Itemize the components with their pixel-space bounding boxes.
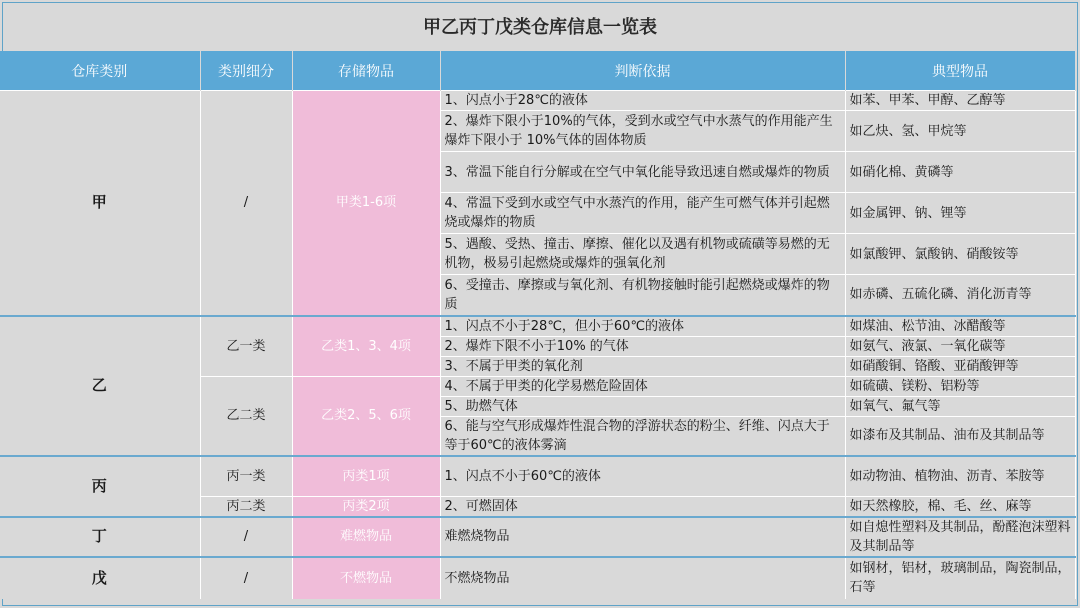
basis-cell: 4、常温下受到水或空气中水蒸汽的作用，能产生可燃气体并引起燃烧或爆炸的物质: [440, 193, 845, 234]
basis-cell: 难燃烧物品: [440, 517, 845, 557]
typical-cell: 如硝酸铜、铬酸、亚硝酸钾等: [845, 356, 1075, 376]
warehouse-table: [0, 51, 1076, 599]
typical-cell: 如氯酸钾、氯酸钠、硝酸铵等: [845, 234, 1075, 275]
header-storage: 存储物品: [292, 51, 440, 91]
basis-cell: 4、不属于甲类的化学易燃危险固体: [440, 376, 845, 396]
table-row: [0, 91, 1075, 111]
class-cell: 乙: [0, 316, 200, 457]
storage-cell: 难燃物品: [292, 517, 440, 557]
basis-cell: 2、可燃固体: [440, 496, 845, 517]
storage-cell: 不燃物品: [292, 557, 440, 599]
basis-cell: 6、受撞击、摩擦或与氧化剂、有机物接触时能引起燃烧或爆炸的物质: [440, 275, 845, 316]
basis-cell: 1、闪点小于28℃的液体: [440, 91, 845, 111]
typical-cell: 如赤磷、五硫化磷、消化沥青等: [845, 275, 1075, 316]
basis-cell: 2、爆炸下限小于10%的气体，受到水或空气中水蒸气的作用能产生爆炸下限小于 10%气体的固体物质: [440, 111, 845, 152]
subclass-cell: 乙二类: [200, 376, 292, 456]
basis-cell: 3、不属于甲类的氧化剂: [440, 356, 845, 376]
table-row: [0, 316, 1075, 337]
basis-cell: 1、闪点不小于60℃的液体: [440, 456, 845, 496]
table-title: 甲乙丙丁戊类仓库信息一览表: [3, 3, 1077, 53]
basis-cell: 5、助燃气体: [440, 396, 845, 416]
storage-cell: 乙类1、3、4项: [292, 316, 440, 377]
storage-cell: 乙类2、5、6项: [292, 376, 440, 456]
typical-cell: 如钢材，铝材，玻璃制品，陶瓷制品，石等: [845, 557, 1075, 599]
class-cell: 甲: [0, 91, 200, 316]
class-cell: 丁: [0, 517, 200, 557]
basis-cell: 1、闪点不小于28℃，但小于60℃的液体: [440, 316, 845, 337]
table-row: [0, 456, 1075, 496]
subclass-cell: /: [200, 517, 292, 557]
typical-cell: 如苯、甲苯、甲醇、乙醇等: [845, 91, 1075, 111]
table-row: [0, 557, 1075, 599]
typical-cell: 如漆布及其制品、油布及其制品等: [845, 416, 1075, 456]
typical-cell: 如氧气、氟气等: [845, 396, 1075, 416]
subclass-cell: /: [200, 557, 292, 599]
typical-cell: 如天然橡胶，棉、毛、丝、麻等: [845, 496, 1075, 517]
basis-cell: 6、能与空气形成爆炸性混合物的浮游状态的粉尘、纤维、闪点大于等于60℃的液体雾滴: [440, 416, 845, 456]
basis-cell: 5、遇酸、受热、撞击、摩擦、催化以及遇有机物或硫磺等易燃的无机物，极易引起燃烧或爆炸的强氧化剂: [440, 234, 845, 275]
subclass-cell: /: [200, 91, 292, 316]
typical-cell: 如自熄性塑料及其制品，酚醛泡沫塑料及其制品等: [845, 517, 1075, 557]
typical-cell: 如硫磺、镁粉、铝粉等: [845, 376, 1075, 396]
header-subclass: 类别细分: [200, 51, 292, 91]
basis-cell: 2、爆炸下限不小于10% 的气体: [440, 336, 845, 356]
header-typical: 典型物品: [845, 51, 1075, 91]
header-row: [0, 51, 1075, 91]
subclass-cell: 丙一类: [200, 456, 292, 496]
subclass-cell: 乙一类: [200, 316, 292, 377]
typical-cell: 如煤油、松节油、冰醋酸等: [845, 316, 1075, 337]
basis-cell: 3、常温下能自行分解或在空气中氧化能导致迅速自燃或爆炸的物质: [440, 152, 845, 193]
header-class: 仓库类别: [0, 51, 200, 91]
typical-cell: 如金属钾、钠、锂等: [845, 193, 1075, 234]
table-row: [0, 517, 1075, 557]
header-basis: 判断依据: [440, 51, 845, 91]
storage-cell: 丙类2项: [292, 496, 440, 517]
typical-cell: 如氨气、液氯、一氧化碳等: [845, 336, 1075, 356]
typical-cell: 如动物油、植物油、沥青、苯胺等: [845, 456, 1075, 496]
storage-cell: 丙类1项: [292, 456, 440, 496]
typical-cell: 如硝化棉、黄磷等: [845, 152, 1075, 193]
class-cell: 丙: [0, 456, 200, 517]
storage-cell: 甲类1-6项: [292, 91, 440, 316]
basis-cell: 不燃烧物品: [440, 557, 845, 599]
typical-cell: 如乙炔、氢、甲烷等: [845, 111, 1075, 152]
subclass-cell: 丙二类: [200, 496, 292, 517]
class-cell: 戊: [0, 557, 200, 599]
